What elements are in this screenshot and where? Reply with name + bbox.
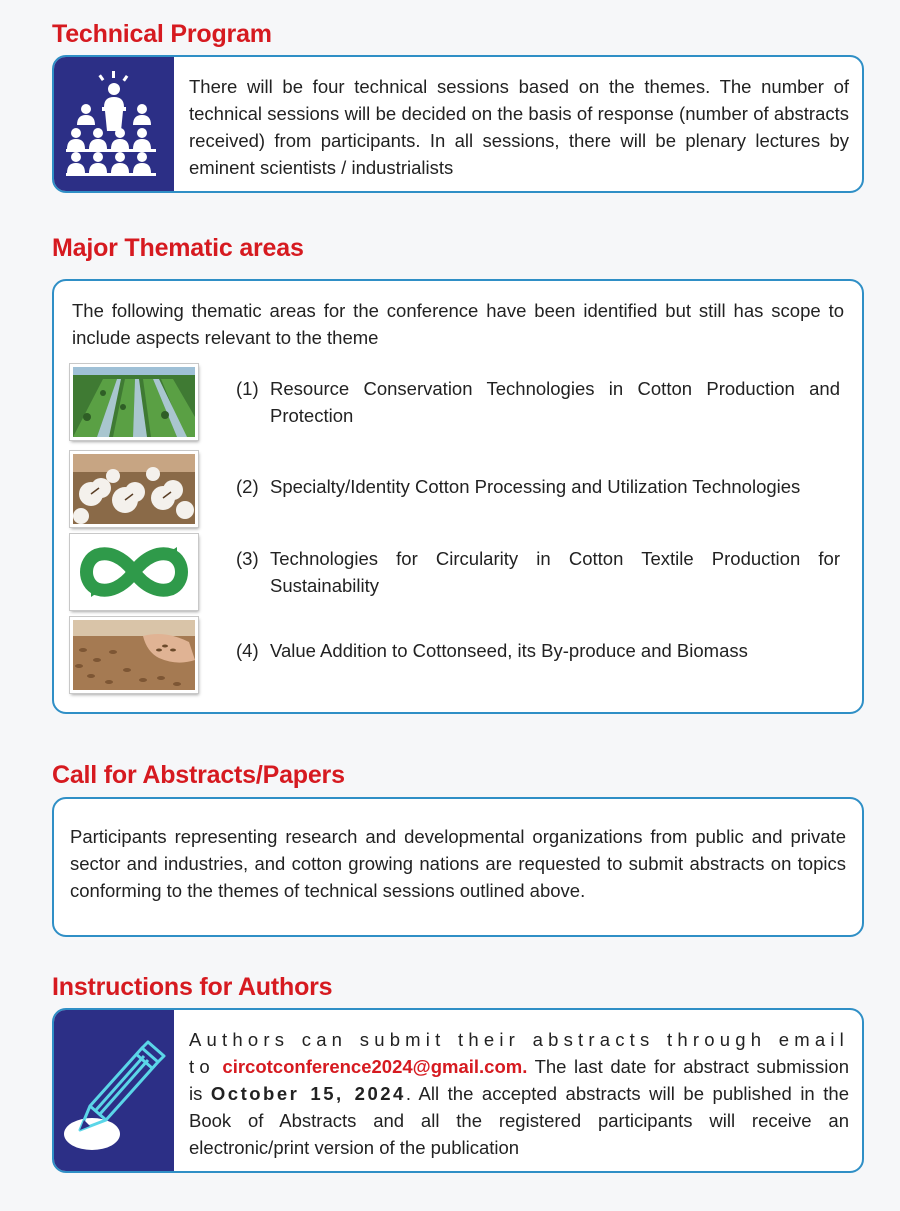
call-heading: Call for Abstracts/Papers xyxy=(52,761,345,789)
submission-email-link[interactable]: circotconference2024@gmail.com. xyxy=(222,1056,528,1077)
theme-item-2 xyxy=(236,473,840,500)
thematic-box xyxy=(52,279,864,714)
cottonseed-pellets-image xyxy=(70,617,198,693)
submission-deadline: October 15, 2024 xyxy=(210,1083,406,1104)
instructions-text-lead: Authors can submit their abstracts through email to xyxy=(189,1029,849,1077)
thematic-intro: The following thematic areas for the conference have been identified but still has scope to include aspects relevant to the theme xyxy=(72,300,844,348)
instructions-text-part: The last date for abstract submission is xyxy=(189,1056,849,1104)
instructions-text xyxy=(189,1026,849,1161)
theme-label: Technologies for Circularity in Cotton Textile Production for Sustainability xyxy=(270,548,840,596)
theme-item-3 xyxy=(236,545,840,599)
pencil-icon xyxy=(62,1026,166,1156)
conference-audience-icon xyxy=(64,69,164,179)
theme-number: (1) xyxy=(236,378,259,399)
instructions-box xyxy=(52,1008,864,1173)
theme-number: (2) xyxy=(236,476,259,497)
theme-label: Specialty/Identity Cotton Processing and Utilization Technologies xyxy=(270,476,801,497)
circularity-infinity-image xyxy=(70,534,198,610)
call-text: Participants representing research and developmental organizations from public and private sector and industries, and cotton growing nations are requested to submit abstracts on topics conforming to the themes of technical sessions outlined above. xyxy=(70,826,846,901)
technical-program-icon-panel xyxy=(54,57,174,191)
instructions-text-tail: . All the accepted abstracts will be published in the Book of Abstracts and all the registered participants will receive an electronic/print version of the publication xyxy=(189,1083,849,1158)
theme-label: Resource Conservation Technologies in Cotton Production and Protection xyxy=(270,378,840,426)
cotton-field-image xyxy=(70,364,198,440)
technical-program-heading: Technical Program xyxy=(52,20,272,48)
technical-program-box xyxy=(52,55,864,193)
theme-number: (4) xyxy=(236,640,259,661)
technical-program-text: There will be four technical sessions based on the themes. The number of technical sessions will be decided on the basis of response (number of abstracts received) from participants. In all sessions, there will be plenary lectures by eminent scientists / industrialists xyxy=(189,76,849,178)
theme-label: Value Addition to Cottonseed, its By-produce and Biomass xyxy=(270,640,748,661)
theme-number: (3) xyxy=(236,548,259,569)
theme-item-1 xyxy=(236,375,840,429)
cotton-bolls-image xyxy=(70,451,198,527)
instructions-icon-panel xyxy=(54,1010,174,1171)
instructions-heading: Instructions for Authors xyxy=(52,973,333,1001)
theme-item-4 xyxy=(236,637,840,664)
thematic-heading: Major Thematic areas xyxy=(52,234,304,262)
call-box xyxy=(52,797,864,937)
